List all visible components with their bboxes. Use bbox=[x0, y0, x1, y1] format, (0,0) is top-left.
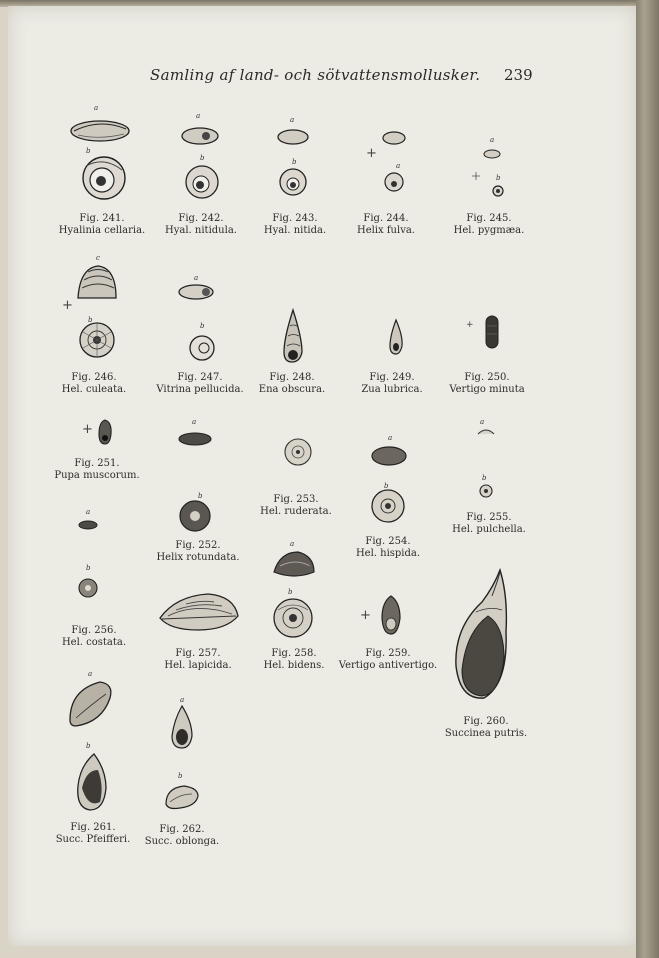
fig-249-illustration bbox=[386, 318, 406, 356]
fig-251-scale-mark: + bbox=[82, 422, 93, 437]
fig-246-part-c: c bbox=[96, 254, 100, 262]
fig-249-number: Fig. 249. bbox=[369, 372, 415, 383]
fig-257-name: Hel. lapicida. bbox=[164, 660, 232, 671]
fig-248-number: Fig. 248. bbox=[269, 372, 315, 383]
fig-242-number: Fig. 242. bbox=[178, 213, 224, 224]
fig-243-illustration bbox=[272, 116, 316, 206]
fig-246-number: Fig. 246. bbox=[71, 372, 117, 383]
fig-262-illustration bbox=[162, 696, 202, 814]
fig-241-part-b: b bbox=[86, 147, 91, 155]
fig-251-number: Fig. 251. bbox=[74, 458, 120, 469]
fig-241-name: Hyalinia cellaria. bbox=[58, 225, 146, 236]
fig-251-illustration bbox=[96, 418, 114, 446]
fig-250-scale-mark: + bbox=[466, 320, 474, 330]
fig-256-part-a: a bbox=[86, 508, 91, 516]
fig-246-illustration bbox=[74, 254, 120, 364]
fig-247-name: Vitrina pellucida. bbox=[156, 384, 244, 395]
fig-258-illustration bbox=[270, 540, 318, 640]
fig-259-number: Fig. 259. bbox=[365, 648, 411, 659]
fig-260-caption bbox=[438, 716, 534, 740]
running-head: Samling af land- och sötvattensmollusker. bbox=[150, 66, 481, 84]
fig-260-number: Fig. 260. bbox=[463, 716, 509, 727]
fig-262-caption bbox=[140, 824, 224, 848]
fig-244-number: Fig. 244. bbox=[363, 213, 409, 224]
fig-249-caption bbox=[352, 372, 432, 396]
fig-253-number: Fig. 253. bbox=[273, 494, 319, 505]
fig-253-name: Hel. ruderata. bbox=[260, 506, 332, 517]
fig-252-name: Helix rotundata. bbox=[156, 552, 240, 563]
fig-250-name: Vertigo minuta bbox=[449, 384, 525, 395]
fig-248-caption bbox=[252, 372, 332, 396]
fig-243-caption bbox=[250, 213, 340, 237]
fig-258-name: Hel. bidens. bbox=[263, 660, 325, 671]
fig-261-part-a: a bbox=[88, 670, 93, 678]
fig-249-name: Zua lubrica. bbox=[361, 384, 423, 395]
fig-261-number: Fig. 261. bbox=[70, 822, 116, 833]
fig-251-caption bbox=[50, 458, 144, 482]
fig-254-part-b: b bbox=[384, 482, 389, 490]
fig-244-scale-mark: + bbox=[366, 146, 377, 161]
fig-255-part-a: a bbox=[480, 418, 485, 426]
fig-261-name: Succ. Pfeifferi. bbox=[55, 834, 131, 845]
fig-247-caption bbox=[150, 372, 250, 396]
fig-241-number: Fig. 241. bbox=[79, 213, 125, 224]
fig-255-number: Fig. 255. bbox=[466, 512, 512, 523]
fig-262-part-b: b bbox=[178, 772, 183, 780]
fig-242-caption bbox=[156, 213, 246, 237]
fig-262-part-a: a bbox=[180, 696, 185, 704]
fig-254-illustration bbox=[368, 434, 410, 526]
fig-261-part-b: b bbox=[86, 742, 91, 750]
fig-246-name: Hel. culeata. bbox=[61, 384, 127, 395]
fig-262-number: Fig. 262. bbox=[159, 824, 205, 835]
fig-252-illustration bbox=[176, 418, 214, 536]
page-stack-edge bbox=[636, 0, 659, 958]
fig-253-caption bbox=[254, 494, 338, 518]
fig-245-part-a: a bbox=[490, 136, 495, 144]
fig-241-caption bbox=[52, 213, 152, 237]
fig-254-part-a: a bbox=[388, 434, 393, 442]
fig-255-illustration bbox=[472, 418, 502, 502]
fig-256-illustration bbox=[74, 508, 104, 600]
fig-244-illustration bbox=[378, 124, 410, 200]
fig-256-part-b: b bbox=[86, 564, 91, 572]
fig-255-name: Hel. pulchella. bbox=[452, 524, 526, 535]
fig-243-part-a: a bbox=[290, 116, 295, 124]
fig-257-illustration bbox=[156, 590, 242, 634]
fig-254-name: Hel. hispida. bbox=[355, 548, 421, 559]
fig-259-scale-mark: + bbox=[360, 608, 371, 623]
fig-247-part-b: b bbox=[200, 322, 205, 330]
fig-245-number: Fig. 245. bbox=[466, 213, 512, 224]
fig-254-number: Fig. 254. bbox=[365, 536, 411, 547]
fig-245-part-b: b bbox=[496, 174, 501, 182]
fig-261-illustration bbox=[66, 670, 116, 814]
fig-259-caption bbox=[336, 648, 440, 672]
page-number: 239 bbox=[504, 66, 533, 84]
fig-250-caption bbox=[440, 372, 534, 396]
fig-245-caption bbox=[444, 213, 534, 237]
fig-246-scale-mark: + bbox=[62, 298, 73, 313]
fig-246-part-b: b bbox=[88, 316, 93, 324]
fig-248-name: Ena obscura. bbox=[258, 384, 326, 395]
fig-245-illustration bbox=[466, 136, 516, 200]
fig-259-illustration bbox=[378, 594, 404, 636]
fig-255-part-b: b bbox=[482, 474, 487, 482]
fig-242-name: Hyal. nitidula. bbox=[165, 225, 237, 236]
fig-254-caption bbox=[346, 536, 430, 560]
fig-247-illustration bbox=[176, 274, 222, 364]
fig-256-number: Fig. 256. bbox=[71, 625, 117, 636]
fig-247-part-a: a bbox=[194, 274, 199, 282]
fig-244-part-a: a bbox=[396, 162, 401, 170]
fig-256-name: Hel. costata. bbox=[61, 637, 127, 648]
fig-255-caption bbox=[444, 512, 534, 536]
fig-252-part-b: b bbox=[198, 492, 203, 500]
fig-258-part-a: a bbox=[290, 540, 295, 548]
fig-260-name: Succinea putris. bbox=[444, 728, 528, 739]
fig-250-number: Fig. 250. bbox=[464, 372, 510, 383]
fig-252-part-a: a bbox=[192, 418, 197, 426]
fig-250-illustration bbox=[484, 314, 500, 350]
fig-260-illustration bbox=[452, 566, 514, 702]
fig-244-name: Helix fulva. bbox=[357, 225, 415, 236]
fig-247-number: Fig. 247. bbox=[177, 372, 223, 383]
fig-241-part-a: a bbox=[94, 104, 99, 112]
fig-258-number: Fig. 258. bbox=[271, 648, 317, 659]
fig-242-part-a: a bbox=[196, 112, 201, 120]
fig-241-illustration bbox=[66, 104, 138, 210]
fig-261-caption bbox=[46, 822, 140, 846]
fig-262-name: Succ. oblonga. bbox=[144, 836, 220, 847]
fig-259-name: Vertigo antivertigo. bbox=[338, 660, 438, 671]
fig-246-caption bbox=[52, 372, 136, 396]
fig-258-caption bbox=[254, 648, 334, 672]
fig-248-illustration bbox=[280, 308, 306, 364]
fig-251-name: Pupa muscorum. bbox=[54, 470, 140, 481]
fig-242-part-b: b bbox=[200, 154, 205, 162]
fig-257-number: Fig. 257. bbox=[175, 648, 221, 659]
fig-257-caption bbox=[156, 648, 240, 672]
fig-256-caption bbox=[52, 625, 136, 649]
fig-242-illustration bbox=[176, 112, 224, 208]
fig-253-illustration bbox=[282, 436, 314, 468]
fig-258-part-b: b bbox=[288, 588, 293, 596]
fig-244-caption bbox=[346, 213, 426, 237]
fig-243-part-b: b bbox=[292, 158, 297, 166]
fig-252-caption bbox=[150, 540, 246, 564]
fig-243-number: Fig. 243. bbox=[272, 213, 318, 224]
fig-243-name: Hyal. nitida. bbox=[263, 225, 327, 236]
fig-245-name: Hel. pygmæa. bbox=[453, 225, 525, 236]
fig-252-number: Fig. 252. bbox=[175, 540, 221, 551]
